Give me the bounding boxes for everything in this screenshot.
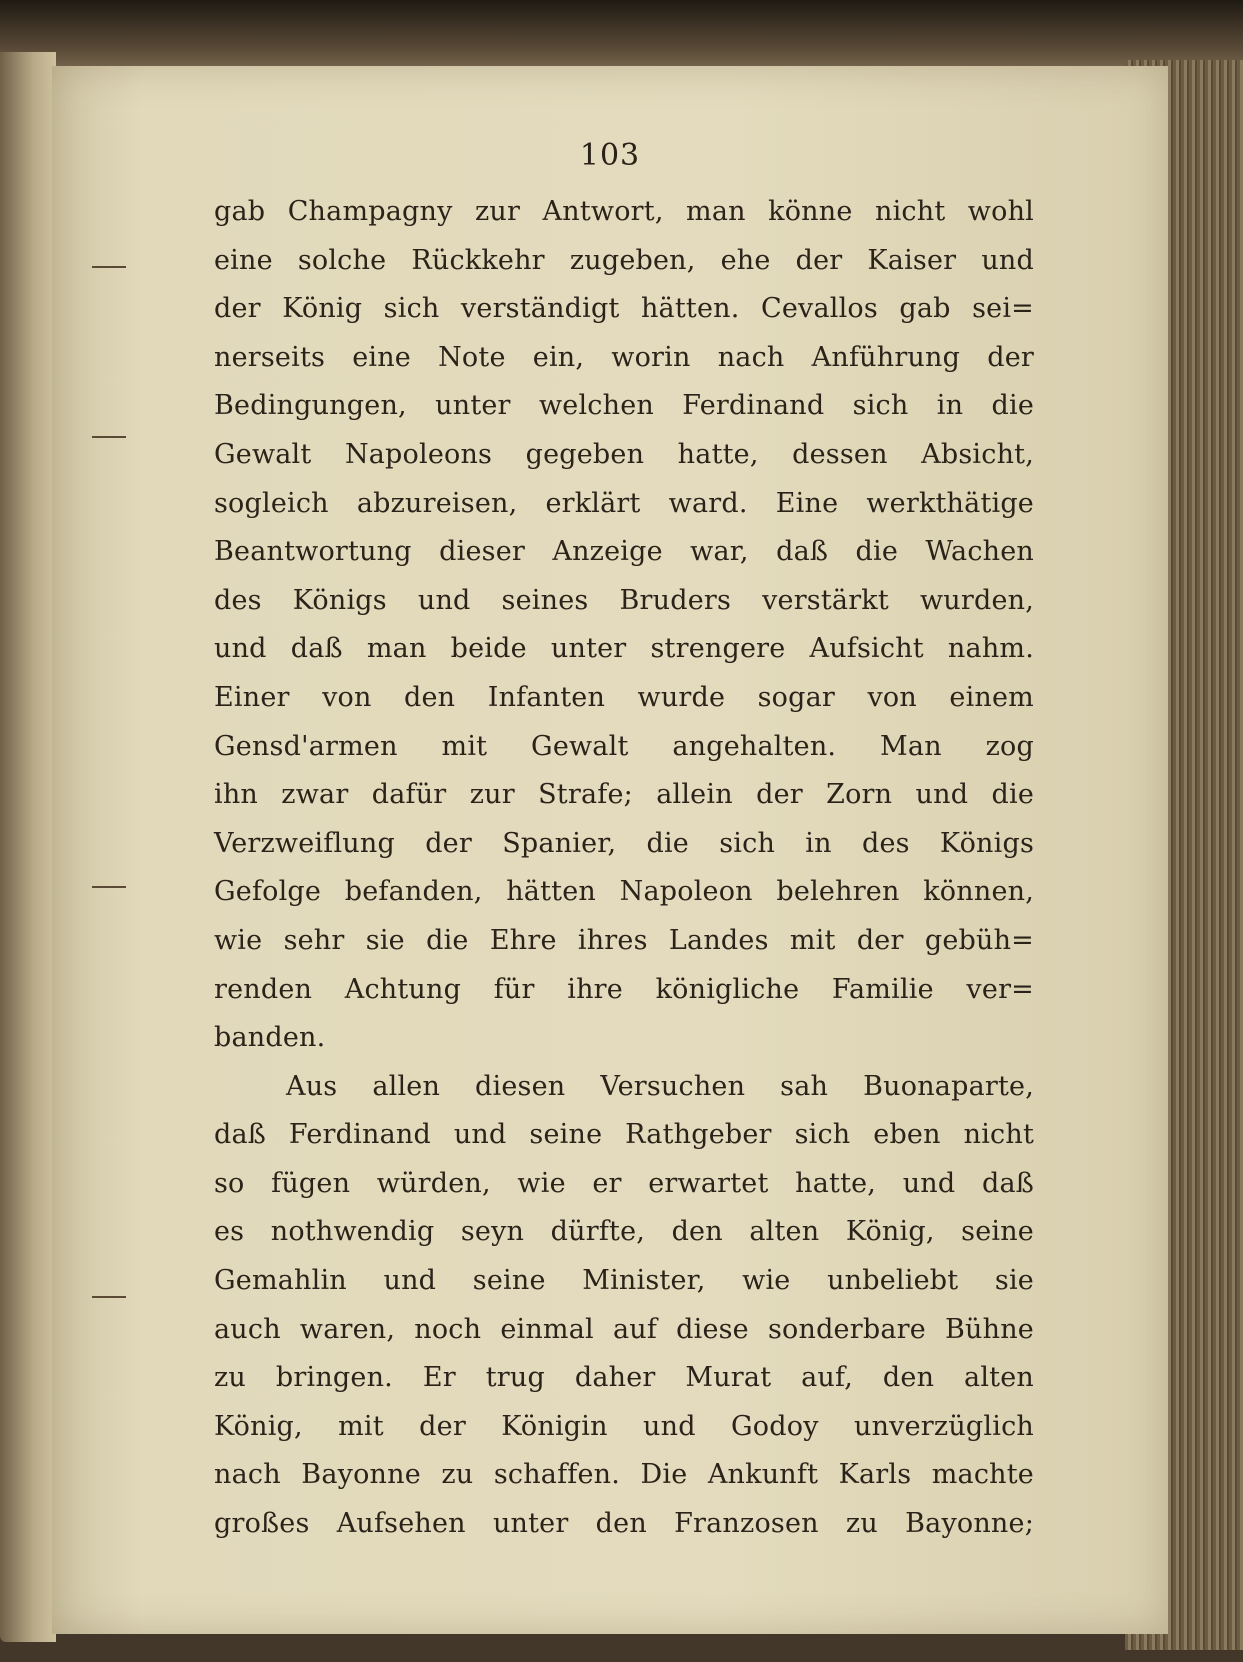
text-line: König, mit der Königin und Godoy unverzüglich bbox=[214, 1410, 1034, 1442]
text-line: Verzweiflung der Spanier, die sich in des Königs bbox=[214, 827, 1034, 859]
text-line: daß Ferdinand und seine Rathgeber sich eben nicht bbox=[214, 1119, 1034, 1151]
text-line: Gewalt Napoleons gegeben hatte, dessen Absicht, bbox=[214, 438, 1034, 470]
text-line: Gensd'armen mit Gewalt angehalten. Man zog bbox=[214, 730, 1034, 762]
binding-marks bbox=[82, 186, 142, 1636]
text-line: sogleich abzureisen, erklärt ward. Eine werkthätige bbox=[214, 487, 1034, 519]
book-page bbox=[52, 66, 1168, 1634]
text-line: renden Achtung für ihre königliche Familie ver= bbox=[214, 973, 1034, 1005]
text-line: Beantwortung dieser Anzeige war, daß die Wachen bbox=[214, 536, 1034, 568]
text-line: Bedingungen, unter welchen Ferdinand sich in die bbox=[214, 390, 1034, 422]
book-top-edge bbox=[0, 0, 1243, 72]
binding-mark bbox=[92, 886, 126, 888]
text-line: eine solche Rückkehr zugeben, ehe der Kaiser und bbox=[214, 244, 1034, 276]
text-line: nach Bayonne zu schaffen. Die Ankunft Karls machte bbox=[214, 1459, 1034, 1491]
body-text bbox=[214, 188, 1034, 1549]
binding-mark bbox=[92, 1296, 126, 1298]
text-line: ihn zwar dafür zur Strafe; allein der Zorn und die bbox=[214, 779, 1034, 811]
text-line: des Königs und seines Bruders verstärkt wurden, bbox=[214, 584, 1034, 616]
binding-mark bbox=[92, 436, 126, 438]
facing-page-edge bbox=[0, 52, 56, 1642]
text-line: wie sehr sie die Ehre ihres Landes mit der gebüh= bbox=[214, 924, 1034, 956]
text-line: und daß man beide unter strengere Aufsicht nahm. bbox=[214, 633, 1034, 665]
text-line: Einer von den Infanten wurde sogar von einem bbox=[214, 681, 1034, 713]
text-line: Gemahlin und seine Minister, wie unbeliebt sie bbox=[214, 1265, 1034, 1297]
text-line: Aus allen diesen Versuchen sah Buonaparte, bbox=[286, 1070, 1034, 1102]
text-line: Gefolge befanden, hätten Napoleon belehren können, bbox=[214, 876, 1034, 908]
page-number: 103 bbox=[579, 138, 641, 173]
text-line: so fügen würden, wie er erwartet hatte, und daß bbox=[214, 1167, 1034, 1199]
text-line: es nothwendig seyn dürfte, den alten König, seine bbox=[214, 1216, 1034, 1248]
text-line: zu bringen. Er trug daher Murat auf, den alten bbox=[214, 1362, 1034, 1394]
binding-mark bbox=[92, 266, 126, 268]
text-line: gab Champagny zur Antwort, man könne nicht wohl bbox=[214, 196, 1034, 227]
text-line: großes Aufsehen unter den Franzosen zu Bayonne; bbox=[214, 1508, 1034, 1540]
text-line: auch waren, noch einmal auf diese sonderbare Bühne bbox=[214, 1313, 1034, 1345]
text-line: banden. bbox=[214, 1022, 326, 1054]
text-line: nerseits eine Note ein, worin nach Anführung der bbox=[214, 341, 1034, 373]
text-line: der König sich verständigt hätten. Cevallos gab sei= bbox=[214, 293, 1034, 325]
